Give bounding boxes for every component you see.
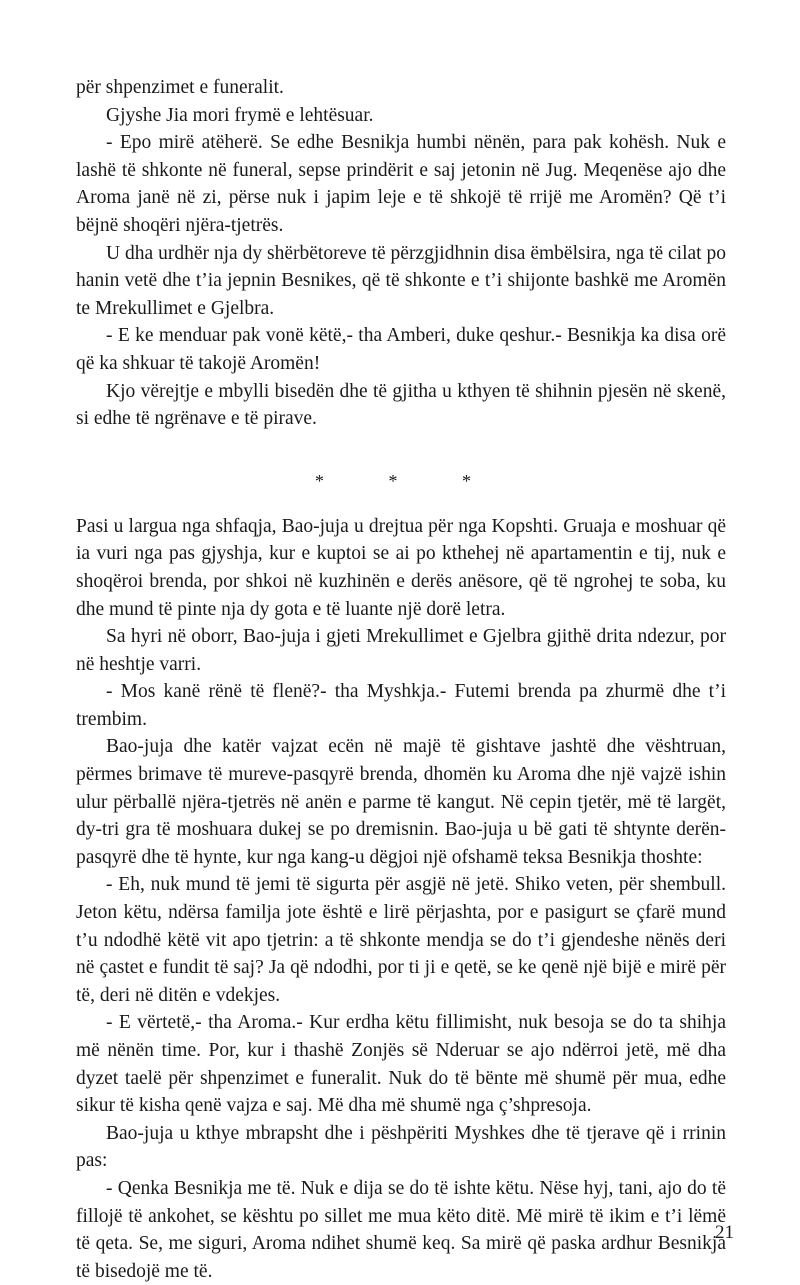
- paragraph: Kjo vërejtje e mbylli bisedën dhe të gjitha u kthyen të shihnin pjesën në skenë, si edhe të ngrënave e të pirave.: [76, 380, 726, 430]
- paragraph: Pasi u largua nga shfaqja, Bao-juja u drejtua për nga Kopshti. Gruaja e moshuar që ia vuri nga pas gjyshja, kur e kuptoi se ai po kthehej në apartamentin e tij, nuk e shoqëroi brenda, por shkoi në kuzhinën e derës anësore, që të ngrohej te soba, ku dhe mund të pinte nja dy gota e të luante një dorë letra.: [76, 515, 726, 620]
- paragraph: Bao-juja u kthye mbrapsht dhe i pëshpëriti Myshkes dhe të tjerave që i rrinin pas:: [76, 1122, 726, 1172]
- text-section-1: [76, 74, 726, 433]
- text-section-2: [76, 513, 726, 1285]
- page-number: 21: [715, 1222, 734, 1243]
- paragraph: për shpenzimet e funeralit.: [76, 77, 284, 98]
- paragraph: - E ke menduar pak vonë këtë,- tha Amberi, duke qeshur.- Besnikja ka disa orë që ka shkuar të takojë Aromën!: [76, 325, 726, 374]
- section-separator: * * *: [315, 470, 501, 491]
- paragraph: U dha urdhër nja dy shërbëtoreve të përzgjidhnin disa ëmbëlsira, nga të cilat po hanin vetë dhe t’ia jepnin Besnikes, që të shkonte e t’i shijonte bashkë me Aromën te Mrekullimet e Gjelbra.: [76, 242, 726, 319]
- paragraph: - Epo mirë atëherë. Se edhe Besnikja humbi nënën, para pak kohësh. Nuk e lashë të shkonte në funeral, sepse prindërit e saj jetonin në Jug. Meqenëse ajo dhe Aroma janë në zi, përse nuk i japim leje e të shkojë të rrijë me Aromën? Që t’i bëjnë shoqëri njëra-tjetrës.: [76, 132, 726, 236]
- page-body: [76, 74, 726, 1285]
- paragraph: - Eh, nuk mund të jemi të sigurta për asgjë në jetë. Shiko veten, për shembull. Jeton këtu, ndërsa familja jote është e lirë përjashta, por e pasigurt se çfarë mund t’u ndodhë këtë vit apo tjetrin: a të shkonte mendja se do t’i gjendeshe nënës deri në çastet e fundit të saj? Ja që ndodhi, por ti ji e qetë, se ke qenë një bijë e mirë për të, deri në ditën e vdekjes.: [76, 874, 726, 1006]
- paragraph: Bao-juja dhe katër vajzat ecën në majë të gishtave jashtë dhe vështruan, përmes brimave të mureve-pasqyrë brenda, dhomën ku Aroma dhe një vajzë ishin ulur përballë njëra-tjetrës në anën e parme të kangut. Në cepin tjetër, më të largët, dy-tri gra të moshuara dukej se po dremisnin. Bao-juja u bë gati të shtynte derën-pasqyrë dhe të hynte, kur nga kang-u dëgjoi një ofshamë teksa Besnikja thoshte:: [76, 736, 726, 868]
- paragraph: - Qenka Besnikja me të. Nuk e dija se do të ishte këtu. Nëse hyj, tani, ajo do të fillojë të ankohet, se kështu po sillet me mua këto ditë. Më mirë të ikim e t’i lëmë të qeta. Se, me siguri, Aroma ndihet shumë keq. Sa mirë që paska ardhur Besnikja të bisedojë me të.: [76, 1177, 726, 1282]
- paragraph: Gjyshe Jia mori frymë e lehtësuar.: [106, 104, 374, 126]
- paragraph: Sa hyri në oborr, Bao-juja i gjeti Mrekullimet e Gjelbra gjithë drita ndezur, por në heshtje varri.: [76, 626, 726, 675]
- paragraph: - Mos kanë rënë të flenë?- tha Myshkja.- Futemi brenda pa zhurmë dhe t’i trembim.: [76, 681, 726, 730]
- paragraph: - E vërtetë,- tha Aroma.- Kur erdha këtu fillimisht, nuk besoja se do ta shihja më nënën time. Por, kur i thashë Zonjës së Nderuar se ajo ndërroi jetë, më dha dyzet taelë për shpenzimet e funeralit. Nuk do të bënte më shumë për mua, edhe sikur të kisha qenë vajza e saj. Më dha më shumë nga ç’shpresoja.: [76, 1012, 726, 1117]
